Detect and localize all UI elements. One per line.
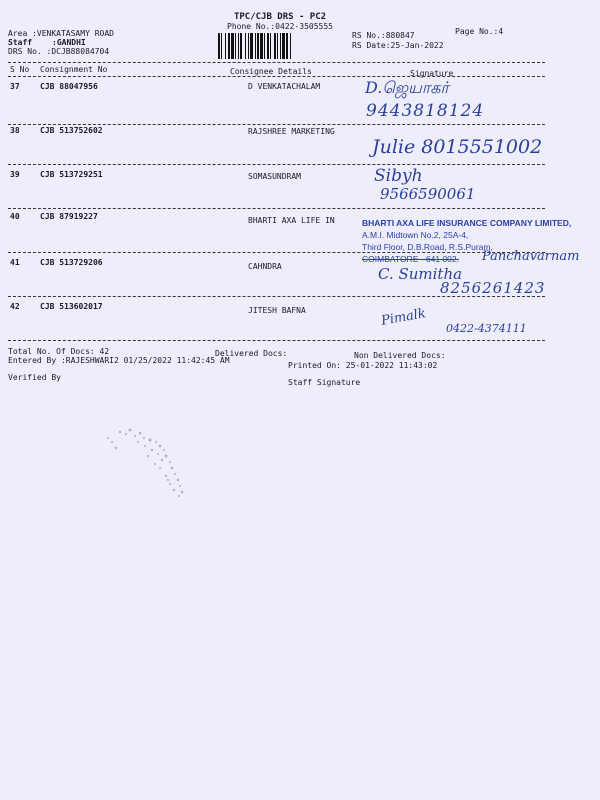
handwritten-signature: Sibyh — [374, 166, 423, 186]
row-sno: 39 — [10, 170, 20, 179]
stamp-address-line: Third Floor, D.B.Road, R.S.Puram, — [362, 242, 493, 252]
col-sno: S No — [10, 65, 30, 74]
staff-label: Staff — [8, 38, 33, 47]
area-label: Area :VENKATASAMY ROAD — [8, 29, 114, 38]
row-consignment: CJB 513729251 — [40, 170, 103, 179]
handwritten-signature: D.ஜெயாகர் — [365, 78, 449, 97]
row-sno: 41 — [10, 258, 20, 267]
total-docs: Total No. Of Docs: 42 — [8, 347, 110, 356]
handwritten-phone: 9566590061 — [380, 185, 476, 203]
header-rule-top — [8, 62, 545, 63]
row-sno: 38 — [10, 126, 20, 135]
stamp-city-line: COIMBATORE - 641 002. — [362, 254, 459, 264]
row-consignment: CJB 513752602 — [40, 126, 103, 135]
row-consignment: CJB 87919227 — [40, 212, 98, 221]
handwritten-signature: Julie 8015551002 — [372, 136, 543, 158]
entered-by: Entered By :RAJESHWARI2 01/25/2022 11:42:45 AM — [8, 356, 230, 365]
drs-number: DRS No. :DCJB88084704 — [8, 47, 110, 56]
handwritten-signature: Pimalk — [380, 306, 427, 329]
row-sno: 40 — [10, 212, 20, 221]
stamp-company-name: BHARTI AXA LIFE INSURANCE COMPANY LIMITED, — [362, 218, 572, 228]
row-divider — [8, 252, 545, 253]
col-signature: Signature — [410, 69, 454, 78]
stamp-address-line: A.M.I. Midtown No.2, 25A-4, — [362, 230, 469, 240]
handwritten-phone: 0422-4374111 — [446, 322, 527, 335]
page-number: Page No.:4 — [455, 27, 504, 36]
row-divider — [8, 124, 545, 125]
row-consignee: RAJSHREE MARKETING — [248, 127, 335, 136]
barcode — [218, 33, 346, 59]
row-sno: 37 — [10, 82, 20, 91]
row-consignment: CJB 88047956 — [40, 82, 98, 91]
phone-number: Phone No.:0422-3505555 — [227, 22, 333, 31]
non-delivered-docs: Non Delivered Docs: — [354, 351, 446, 360]
delivered-docs: Delivered Docs: — [215, 349, 288, 358]
row-consignee: BHARTI AXA LIFE IN — [248, 216, 335, 225]
col-consignee: Consignee Details — [230, 67, 312, 76]
staff-signature: Staff Signature — [288, 378, 361, 387]
rs-number: RS No.:880847 — [352, 31, 415, 40]
row-consignment: CJB 513602017 — [40, 302, 103, 311]
row-consignee: D VENKATACHALAM — [248, 82, 321, 91]
barcode-bar — [290, 33, 291, 59]
document-title: TPC/CJB DRS - PC2 — [233, 12, 327, 22]
handwritten-phone: 8256261423 — [440, 279, 546, 297]
scan-smudge — [100, 420, 190, 505]
row-divider — [8, 296, 545, 297]
handwritten-phone: 9443818124 — [366, 101, 485, 121]
staff-value: :GANDHI — [52, 38, 86, 47]
row-divider — [8, 208, 545, 209]
col-consignment: Consignment No — [40, 65, 108, 74]
row-divider — [8, 164, 545, 165]
row-sno: 42 — [10, 302, 20, 311]
printed-on: Printed On: 25-01-2022 11:43:02 — [288, 361, 438, 370]
handwritten-note: Panchavarnam — [482, 249, 580, 264]
row-consignment: CJB 513729206 — [40, 258, 103, 267]
row-consignee: CAHNDRA — [248, 262, 282, 271]
handwritten-signature: C. Sumitha — [378, 265, 463, 283]
row-consignee: SOMASUNDRAM — [248, 172, 301, 181]
row-divider — [8, 340, 545, 341]
verified-by: Verified By — [8, 373, 61, 382]
row-consignee: JITESH BAFNA — [248, 306, 306, 315]
rs-date: RS Date:25-Jan-2022 — [352, 41, 444, 50]
header-rule-bottom — [8, 76, 545, 77]
